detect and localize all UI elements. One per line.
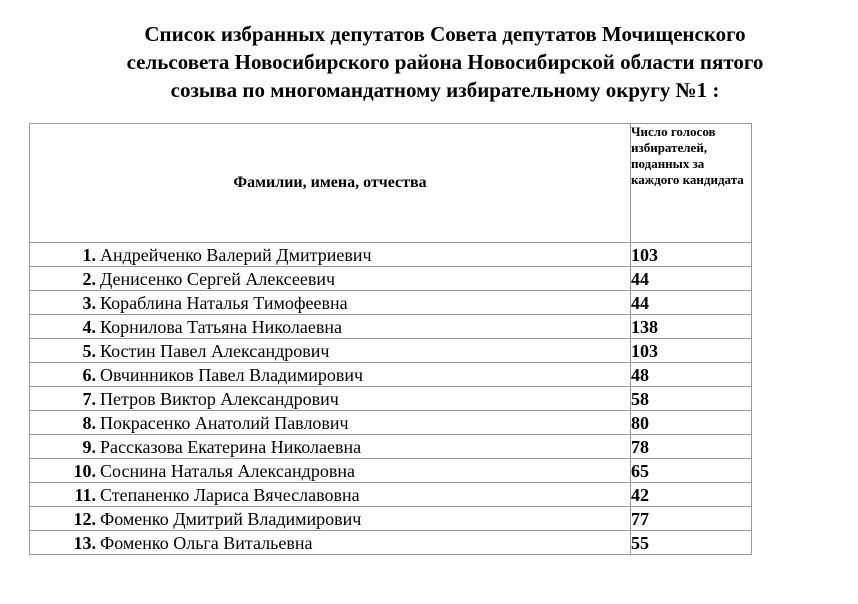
vote-count: 42	[631, 483, 752, 507]
row-number: 11.	[74, 484, 96, 505]
candidate-cell	[30, 315, 631, 339]
title-line-2: сельсовета Новосибирского района Новосибирской области пятого	[126, 50, 764, 74]
table-row	[30, 339, 752, 363]
candidate-name: Денисенко Сергей Алексеевич	[100, 268, 336, 289]
table-row	[30, 435, 752, 459]
candidate-cell	[30, 411, 631, 435]
candidate-name: Фоменко Дмитрий Владимирович	[100, 508, 362, 529]
row-number: 2.	[82, 268, 96, 289]
candidate-name: Степаненко Лариса Вячеславовна	[100, 484, 360, 505]
vote-count: 44	[631, 267, 752, 291]
candidate-cell	[30, 363, 631, 387]
table-body	[30, 243, 752, 555]
table-row	[30, 483, 752, 507]
vote-count: 48	[631, 363, 752, 387]
column-header-votes	[631, 124, 752, 243]
row-number: 1.	[82, 244, 96, 265]
row-number: 3.	[82, 292, 96, 313]
column-header-names: Фамилии, имена, отчества	[30, 124, 631, 243]
table-header-row	[30, 124, 752, 243]
vote-count: 80	[631, 411, 752, 435]
candidate-name: Андрейченко Валерий Дмитриевич	[100, 244, 372, 265]
vote-count: 103	[631, 339, 752, 363]
elected-deputies-table	[29, 123, 752, 555]
row-number: 10.	[73, 460, 96, 481]
candidate-name: Соснина Наталья Александровна	[100, 460, 355, 481]
candidate-cell	[30, 531, 631, 555]
vote-count: 138	[631, 315, 752, 339]
candidate-cell	[30, 243, 631, 267]
vote-count: 78	[631, 435, 752, 459]
candidate-name: Покрасенко Анатолий Павлович	[100, 412, 349, 433]
vote-count: 55	[631, 531, 752, 555]
row-number: 7.	[82, 388, 96, 409]
title-line-1: Список избранных депутатов Совета депутатов Мочищенского	[144, 22, 746, 46]
row-number: 12.	[73, 508, 96, 529]
row-number: 13.	[73, 532, 96, 553]
row-number: 4.	[82, 316, 96, 337]
table-row	[30, 411, 752, 435]
document-title	[40, 20, 850, 104]
row-number: 8.	[82, 412, 96, 433]
candidate-cell	[30, 339, 631, 363]
table-row	[30, 531, 752, 555]
table-row	[30, 243, 752, 267]
candidate-name: Петров Виктор Александрович	[100, 388, 339, 409]
vote-count: 58	[631, 387, 752, 411]
title-line-3: созыва по многомандатному избирательному округу №1 :	[170, 78, 720, 102]
table-row	[30, 459, 752, 483]
column-header-votes-text: Число голосов избирателей, поданных за каждого кандидата	[631, 124, 744, 187]
candidate-name: Овчинников Павел Владимирович	[100, 364, 364, 385]
row-number: 9.	[82, 436, 96, 457]
candidate-name: Корнилова Татьяна Николаевна	[100, 316, 342, 337]
candidate-cell	[30, 435, 631, 459]
row-number: 5.	[82, 340, 96, 361]
candidate-name: Фоменко Ольга Витальевна	[100, 532, 313, 553]
table-row	[30, 507, 752, 531]
table-row	[30, 387, 752, 411]
candidate-name: Костин Павел Александрович	[100, 340, 330, 361]
vote-count: 44	[631, 291, 752, 315]
candidate-cell	[30, 507, 631, 531]
candidate-cell	[30, 459, 631, 483]
candidate-name: Рассказова Екатерина Николаевна	[100, 436, 362, 457]
candidate-cell	[30, 291, 631, 315]
candidate-cell	[30, 483, 631, 507]
row-number: 6.	[82, 364, 96, 385]
candidate-cell	[30, 387, 631, 411]
candidate-name: Кораблина Наталья Тимофеевна	[100, 292, 348, 313]
table-row	[30, 363, 752, 387]
vote-count: 77	[631, 507, 752, 531]
table-row	[30, 315, 752, 339]
table-row	[30, 291, 752, 315]
candidate-cell	[30, 267, 631, 291]
table-row	[30, 267, 752, 291]
vote-count: 65	[631, 459, 752, 483]
vote-count: 103	[631, 243, 752, 267]
